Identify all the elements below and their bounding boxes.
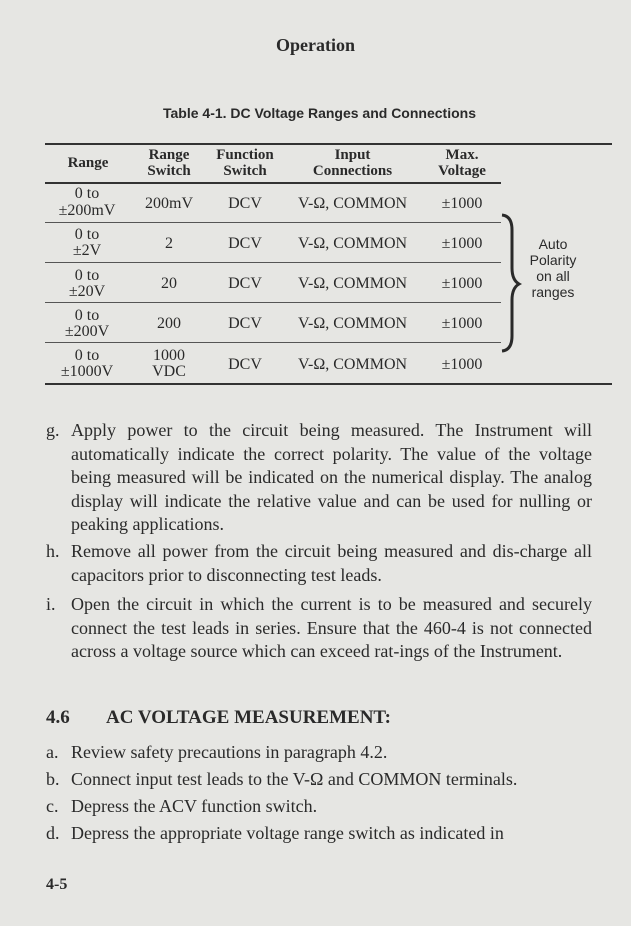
header-input-connections: Input Connections bbox=[312, 147, 393, 179]
table-row-function: DCV bbox=[228, 356, 262, 373]
table-row-range: 0 to ±200V bbox=[64, 307, 110, 340]
page-header: Operation bbox=[276, 35, 355, 55]
table-row-range-switch: 2 bbox=[165, 235, 173, 252]
table-row-range: 0 to ±20V bbox=[68, 267, 106, 300]
table-row-range-switch: 200mV bbox=[145, 195, 193, 212]
table-top-rule bbox=[45, 143, 612, 145]
header-max-voltage: Max. Voltage bbox=[438, 147, 486, 179]
table-row-max: ±1000 bbox=[441, 315, 483, 332]
table-row-max: ±1000 bbox=[441, 195, 483, 212]
header-range-switch: Range Switch bbox=[147, 147, 191, 179]
table-row-range-switch: 200 bbox=[157, 315, 181, 332]
list-item-a: a. Review safety precautions in paragraph 4.2. bbox=[46, 742, 388, 762]
list-item-d: d. Depress the appropriate voltage range switch as indicated in bbox=[46, 823, 504, 843]
table-row-input: V-Ω, COMMON bbox=[297, 356, 408, 373]
list-item-c: c. Depress the ACV function switch. bbox=[46, 796, 318, 816]
table-row-range-switch: 1000 VDC bbox=[152, 347, 186, 380]
table-row-function: DCV bbox=[228, 275, 262, 292]
brace-icon bbox=[500, 212, 522, 354]
table-header-rule bbox=[45, 182, 501, 184]
table-row-max: ±1000 bbox=[441, 356, 483, 373]
table-row-range: 0 to ±1000V bbox=[60, 347, 114, 380]
table-row-input: V-Ω, COMMON bbox=[297, 235, 408, 252]
page-number: 4-5 bbox=[46, 876, 68, 893]
row-rule bbox=[45, 262, 501, 263]
row-rule bbox=[45, 222, 501, 223]
table-row-function: DCV bbox=[228, 235, 262, 252]
table-row-input: V-Ω, COMMON bbox=[297, 275, 408, 292]
header-range: Range bbox=[67, 155, 109, 171]
list-item-g: g. Apply power to the circuit being measured. The Instrument will automatically indicate the correct polarity. The value of the voltage being measured will be indicated on the numerical display. The analog display will indicate the relative value and can be used for nulling or peaking applications. bbox=[46, 420, 592, 534]
table-row-max: ±1000 bbox=[441, 275, 483, 292]
list-item-b: b. Connect input test leads to the V-Ω and COMMON terminals. bbox=[46, 769, 518, 789]
table-row-function: DCV bbox=[228, 195, 262, 212]
row-rule bbox=[45, 342, 501, 343]
table-row-range-switch: 20 bbox=[161, 275, 177, 292]
table-row-function: DCV bbox=[228, 315, 262, 332]
table-bottom-rule bbox=[45, 383, 612, 385]
auto-polarity-note: Auto Polarity on all ranges bbox=[529, 236, 577, 300]
table-row-input: V-Ω, COMMON bbox=[297, 195, 408, 212]
header-function-switch: Function Switch bbox=[216, 147, 274, 179]
table-row-max: ±1000 bbox=[441, 235, 483, 252]
row-rule bbox=[45, 302, 501, 303]
section-heading: 4.6 AC VOLTAGE MEASUREMENT: bbox=[46, 707, 392, 728]
list-item-i: i. Open the circuit in which the current is to be measured and securely connect the test leads in series. Ensure that the 460-4 is not connected across a voltage source which can exceed rat-ings of the Instrument. bbox=[46, 594, 592, 661]
table-row-input: V-Ω, COMMON bbox=[297, 315, 408, 332]
table-caption: Table 4-1. DC Voltage Ranges and Connections bbox=[163, 105, 476, 121]
table-row-range: 0 to ±2V bbox=[72, 226, 102, 259]
list-item-h: h. Remove all power from the circuit being measured and dis-charge all capacitors prior to disconnecting test leads. bbox=[46, 541, 592, 585]
table-row-range: 0 to ±200mV bbox=[58, 185, 116, 219]
